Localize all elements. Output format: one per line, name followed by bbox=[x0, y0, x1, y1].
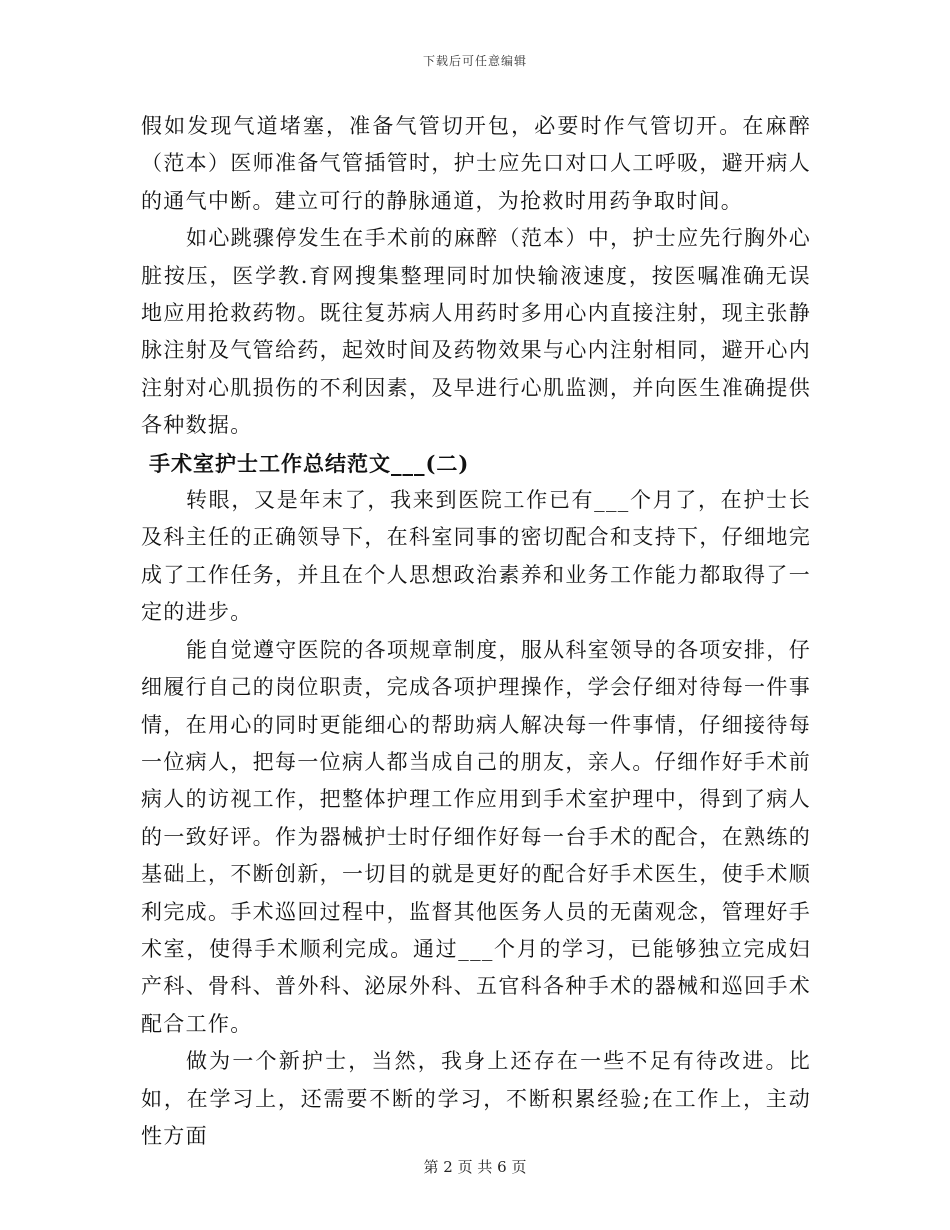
page-header-note: 下载后可任意编辑 bbox=[422, 54, 527, 68]
document-body bbox=[141, 108, 811, 1155]
paragraph-5: 做为一个新护士，当然，我身上还存在一些不足有待改进。比如，在学习上，还需要不断的学习，不断积累经验;在工作上，主动性方面 bbox=[141, 1049, 811, 1148]
paragraph-1: 假如发现气道堵塞，准备气管切开包，必要时作气管切开。在麻醉（范本）医师准备气管插管时，护士应先口对口人工呼吸，避开病人的通气中断。建立可行的静脉通道，为抢救时用药争取时间。 bbox=[141, 114, 811, 213]
paragraph-3: 转眼，又是年末了，我来到医院工作已有___个月了，在护士长及科主任的正确领导下，在科室同事的密切配合和支持下，仔细地完成了工作任务，并且在个人思想政治素养和业务工作能力都取得了一定的进步。 bbox=[141, 488, 811, 625]
page-footer: 第 2 页 共 6 页 bbox=[423, 1158, 527, 1176]
paragraph-4: 能自觉遵守医院的各项规章制度，服从科室领导的各项安排，仔细履行自己的岗位职责，完成各项护理操作，学会仔细对待每一件事情，在用心的同时更能细心的帮助病人解决每一件事情，仔细接待每一位病人，把每一位病人都当成自己的朋友，亲人。仔细作好手术前病人的访视工作，把整体护理工作应用到手术室护理中，得到了病人的一致好评。作为器械护士时仔细作好每一台手术的配合，在熟练的基础上，不断创新，一切目的就是更好的配合好手术医生，使手术顺利完成。手术巡回过程中，监督其他医务人员的无菌观念，管理好手术室，使得手术顺利完成。通过___个月的学习，已能够独立完成妇产科、骨科、普外科、泌尿外科、五官科各种手术的器械和巡回手术配合工作。 bbox=[141, 637, 811, 1036]
section-title: 手术室护士工作总结范文___(二) bbox=[149, 450, 470, 476]
paragraph-2: 如心跳骤停发生在手术前的麻醉（范本）中，护士应先行胸外心脏按压，医学教.育网搜集整理同时加快输液速度，按医嘱准确无误地应用抢救药物。既往复苏病人用药时多用心内直接注射，现主张静脉注射及气管给药，起效时间及药物效果与心内注射相同，避开心内注射对心肌损伤的不利因素，及早进行心肌监测，并向医生准确提供各种数据。 bbox=[141, 226, 811, 438]
